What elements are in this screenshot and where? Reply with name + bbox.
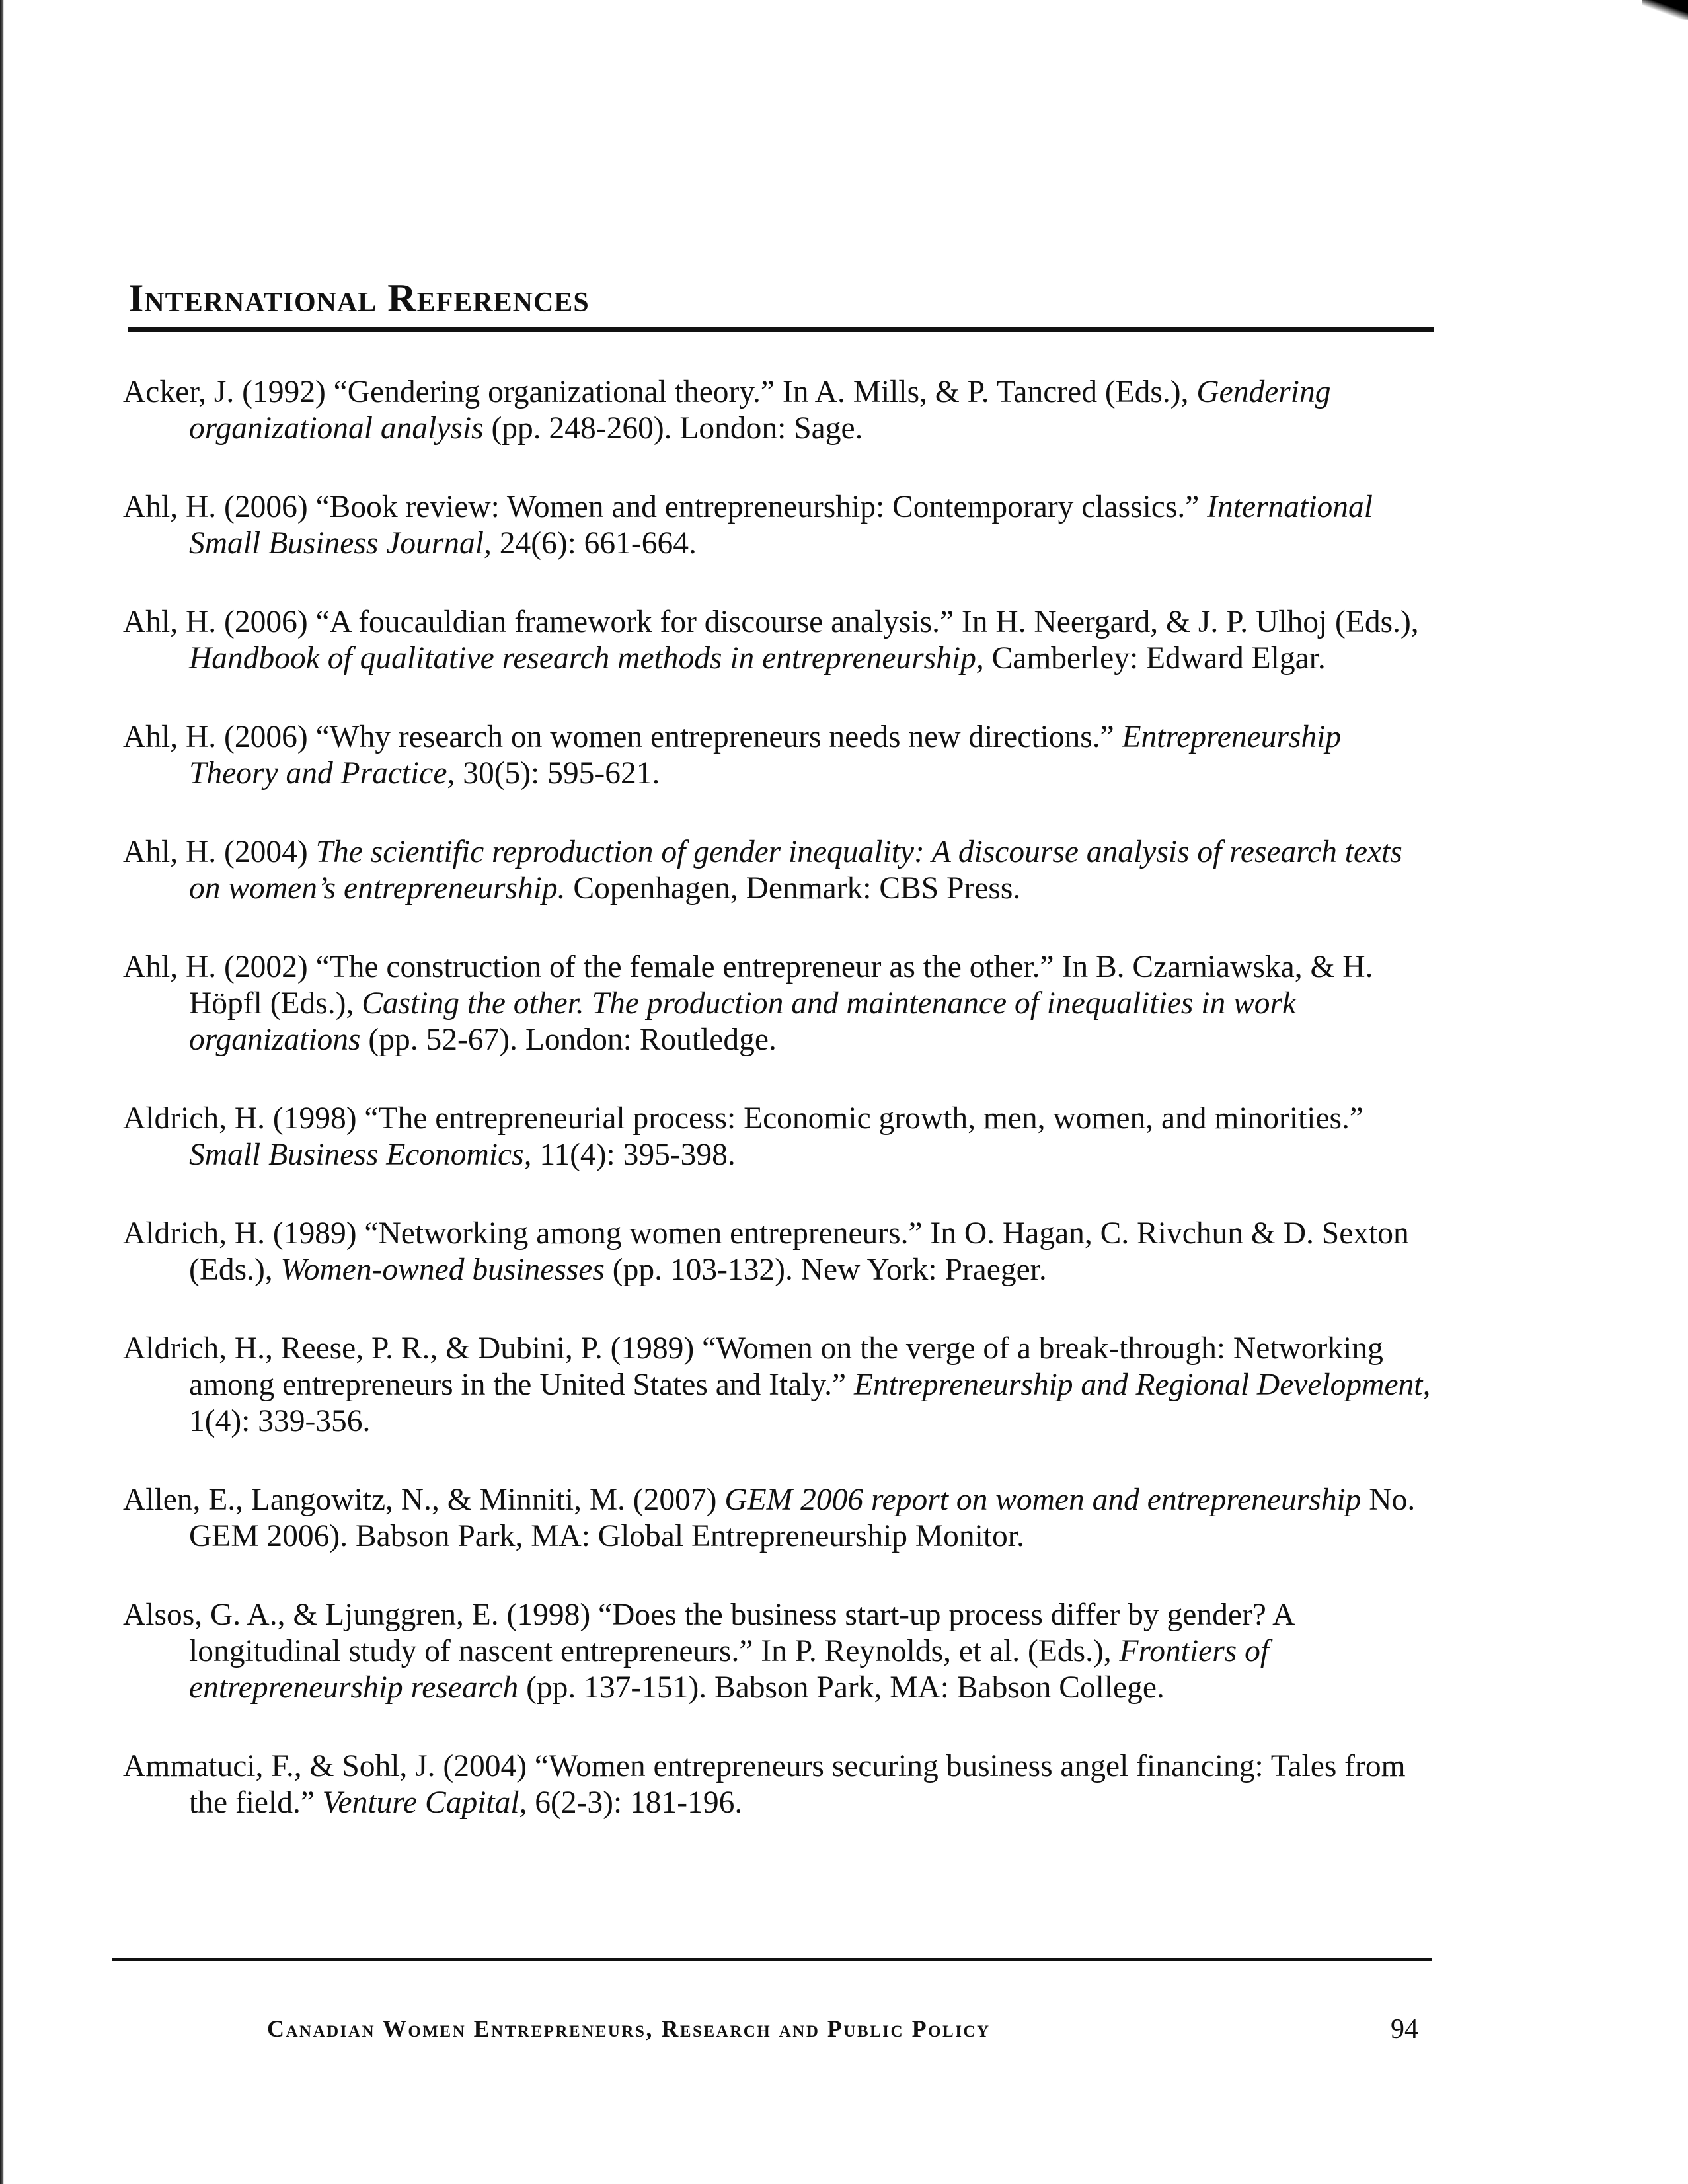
reference-text: Allen, E., Langowitz, N., & Minniti, M. (2007) [123,1483,725,1517]
section-heading: International References [128,276,590,320]
reference-entry [123,1331,1432,1440]
reference-source-title: Venture Capital, [322,1785,527,1820]
reference-details: 24(6): 661-664. [491,526,697,561]
reference-entry [123,1482,1432,1555]
reference-details: 6(2-3): 181-196. [527,1785,743,1820]
reference-source-title: Handbook of qualitative research methods in entrepreneurship, [189,641,984,676]
footer-rule [112,1958,1432,1961]
reference-text: Aldrich, H. (1989) “Networking among women entrepreneurs.” In O. Hagan, C. Rivchun & D. Sexton (Eds.), [123,1216,1409,1287]
reference-text: Aldrich, H. (1998) “The entrepreneurial process: Economic growth, men, women, and minorities.” [123,1101,1363,1136]
reference-source-title: Casting the other. The production and maintenance of inequalities in work organizations [189,986,1297,1057]
reference-text: Ammatuci, F., & Sohl, J. (2004) “Women entrepreneurs securing business angel financing: Tales from the field.” [123,1749,1406,1820]
reference-details: (pp. 52-67). London: Routledge. [360,1023,777,1057]
reference-text: Ahl, H. (2006) “Book review: Women and entrepreneurship: Contemporary classics.” [123,490,1208,524]
reference-source-title: The scientific reproduction of gender inequality: A discourse analysis of research texts on women’s entrepreneurship. [189,835,1402,906]
reference-text: Aldrich, H., Reese, P. R., & Dubini, P. (1989) “Women on the verge of a break-through: Networking among entrepreneurs in the United States and Italy.” [123,1331,1383,1402]
reference-details: Copenhagen, Denmark: CBS Press. [565,871,1021,906]
reference-entry [123,719,1432,792]
reference-source-title: Small Business Economics, [189,1138,532,1172]
reference-entry [123,489,1432,562]
reference-source-title: International Small Business Journal, [189,490,1373,561]
reference-text: Ahl, H. (2006) “A foucauldian framework for discourse analysis.” In H. Neergard, & J. P. Ulhoj (Eds.), [123,605,1419,639]
reference-source-title: Entrepreneurship Theory and Practice, [189,720,1342,791]
reference-text: Ahl, H. (2002) “The construction of the female entrepreneur as the other.” In B. Czarniawska, & H. Höpfl (Eds.), [123,950,1373,1021]
reference-source-title: Entrepreneurship and Regional Development, [853,1368,1431,1402]
scan-corner-mark [1642,0,1688,20]
reference-entry [123,604,1432,677]
reference-entry [123,949,1432,1058]
reference-entry [123,374,1432,447]
reference-details: Camberley: Edward Elgar. [983,641,1326,676]
reference-details: 11(4): 395-398. [531,1138,736,1172]
reference-details: (pp. 137-151). Babson Park, MA: Babson College. [518,1670,1165,1705]
reference-source-title: Gendering organizational analysis [189,375,1331,446]
reference-source-title: Women-owned businesses [280,1253,605,1287]
scan-edge-left [0,0,4,2184]
reference-details: 1(4): 339-356. [189,1404,371,1438]
reference-entry [123,1597,1432,1706]
reference-entry [123,1748,1432,1821]
reference-details: (pp. 248-260). London: Sage. [483,411,863,446]
reference-text: Acker, J. (1992) “Gendering organizational theory.” In A. Mills, & P. Tancred (Eds.), [123,375,1197,409]
reference-text: Ahl, H. (2006) “Why research on women entrepreneurs needs new directions.” [123,720,1122,754]
reference-source-title: Frontiers of entrepreneurship research [189,1634,1270,1705]
reference-text: Ahl, H. (2004) [123,835,316,869]
reference-entry [123,1216,1432,1288]
reference-details: 30(5): 595-621. [455,756,660,791]
reference-details: No. GEM 2006). Babson Park, MA: Global Entrepreneurship Monitor. [189,1483,1416,1553]
page-number: 94 [1391,2014,1418,2045]
reference-list [123,374,1432,1863]
reference-entry [123,1101,1432,1173]
heading-rule [128,327,1434,332]
section-heading-block [128,276,1434,332]
footer-title: Canadian Women Entrepreneurs, Research and Public Policy [267,2015,991,2042]
reference-source-title: GEM 2006 report on women and entrepreneurship [724,1483,1362,1517]
reference-text: Alsos, G. A., & Ljunggren, E. (1998) “Does the business start-up process differ by gender? A longitudinal study of nascent entrepreneurs.” In P. Reynolds, et al. (Eds.), [123,1598,1293,1668]
reference-entry [123,834,1432,907]
reference-details: (pp. 103-132). New York: Praeger. [604,1253,1047,1287]
